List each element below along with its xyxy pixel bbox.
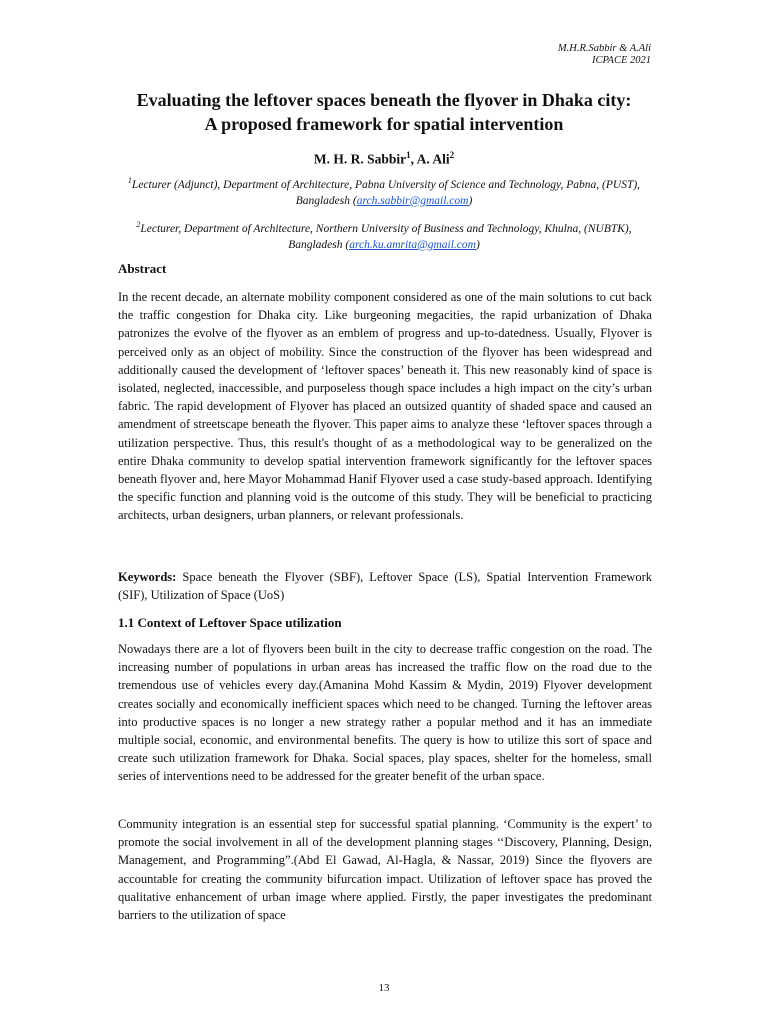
author-2-sup: 2 [449, 150, 455, 160]
section-paragraph-1: Nowadays there are a lot of flyovers been built in the city to decrease traffic congestion on the road. The increasing number of populations in urban areas has increased the traffic flow on the road due to the tremendous use of vehicles every day.(Amanina Mohd Kassim & Mydin, 2019) Flyover development creates socially and economically inefficient spaces which need to be changed. Turning the leftover areas into productive spaces is no longer a new strategy rather a popular method and it has an immediate multiple social, economic, and environmental benefits. The query is how to utilize this sort of space and create such utilization framework for Dhaka. Social spaces, play spaces, shelter for the homeless, small series of interventions need to be addressed for the greater benefit of the urban space. [118, 642, 652, 784]
running-header [558, 43, 651, 67]
affiliation-2-sup: 2 [136, 220, 141, 229]
keywords-label: Keywords: [118, 570, 177, 584]
affiliation-1-email-link[interactable]: arch.sabbir@gmail.com [356, 194, 469, 207]
author-separator: , [410, 151, 417, 167]
affiliation-2-close: ) [475, 238, 480, 251]
affiliation-2-text: Lecturer, Department of Architecture, Northern University of Business and Technology, Khulna, (NUBTK), Bangladesh ( [140, 222, 632, 251]
header-conference: ICPACE 2021 [591, 55, 651, 66]
author-1-sup: 1 [406, 150, 411, 160]
affiliation-1 [110, 173, 658, 209]
affiliation-2-email-link[interactable]: arch.ku.amrita@gmail.com [349, 238, 476, 251]
keywords-paragraph [118, 568, 652, 604]
keywords-text: Space beneath the Flyover (SBF), Leftover Space (LS), Spatial Intervention Framework (SIF), Utilization of Space (UoS) [118, 570, 652, 603]
page-number: 13 [378, 982, 390, 994]
paper-title [100, 88, 668, 136]
header-authors: M.H.R.Sabbir & A.Ali [557, 43, 651, 54]
title-line-2: A proposed framework for spatial intervention [204, 114, 564, 134]
section-heading: 1.1 Context of Leftover Space utilization [118, 615, 342, 630]
author-list [100, 146, 668, 169]
section-paragraph-2: Community integration is an essential step for successful spatial planning. ‘Community is the expert’ to promote the social involvement in all of the development planning stages ‘‘Discovery, Planning, Design, Management, and Programming”.(Abd El Gawad, Al-Hagla, & Nassar, 2019) Since the flyovers are accountable for creating the community bifurcation impact. Utilization of leftover space has proved the qualitative enhancement of urban image where applied. Firstly, the paper investigates the predominant barriers to the utilization of space [118, 817, 652, 923]
author-1-name: M. H. R. Sabbir [313, 151, 407, 167]
author-2-name: A. Ali [416, 151, 450, 167]
affiliation-2 [110, 217, 658, 253]
affiliation-1-close: ) [468, 194, 473, 207]
affiliation-1-text: Lecturer (Adjunct), Department of Architecture, Pabna University of Science and Technology, Pabna, (PUST), Bangladesh ( [131, 178, 641, 207]
abstract-heading: Abstract [118, 261, 167, 276]
title-line-1: Evaluating the leftover spaces beneath the flyover in Dhaka city: [136, 90, 632, 110]
affiliation-1-sup: 1 [127, 176, 132, 185]
abstract-body: In the recent decade, an alternate mobility component considered as one of the main solutions to cut back the traffic congestion for Dhaka city. Like burgeoning megacities, the rapid urbanization of Dhaka patronizes the evolve of the flyover as an emblem of progress and up-to-datedness. Usually, Flyover is perceived only as an object of mobility. Since the construction of the flyover has been widespread and additionally caused the development of ‘leftover spaces’ beneath it. This new reasonably kind of space is isolated, neglected, inaccessible, and purposeless though space includes a high impact on the city’s urban fabric. The rapid development of Flyover has placed an outsized quantity of shaded space and caused an amendment of streetscape beneath the flyover. This paper aims to analyze these ‘leftover spaces through a utilization perspective. Thus, this result's thought of as a methodological way to be generalized on the entire Dhaka community to develop spatial intervention framework significantly for the leftover spaces beneath flyover and, here Mayor Mohammad Hanif Flyover used a case study-based approach. Identifying the specific function and planning void is the outcome of this study. They will be beneficial to practicing architects, urban designers, urban planners, or relevant professionals. [118, 290, 652, 523]
